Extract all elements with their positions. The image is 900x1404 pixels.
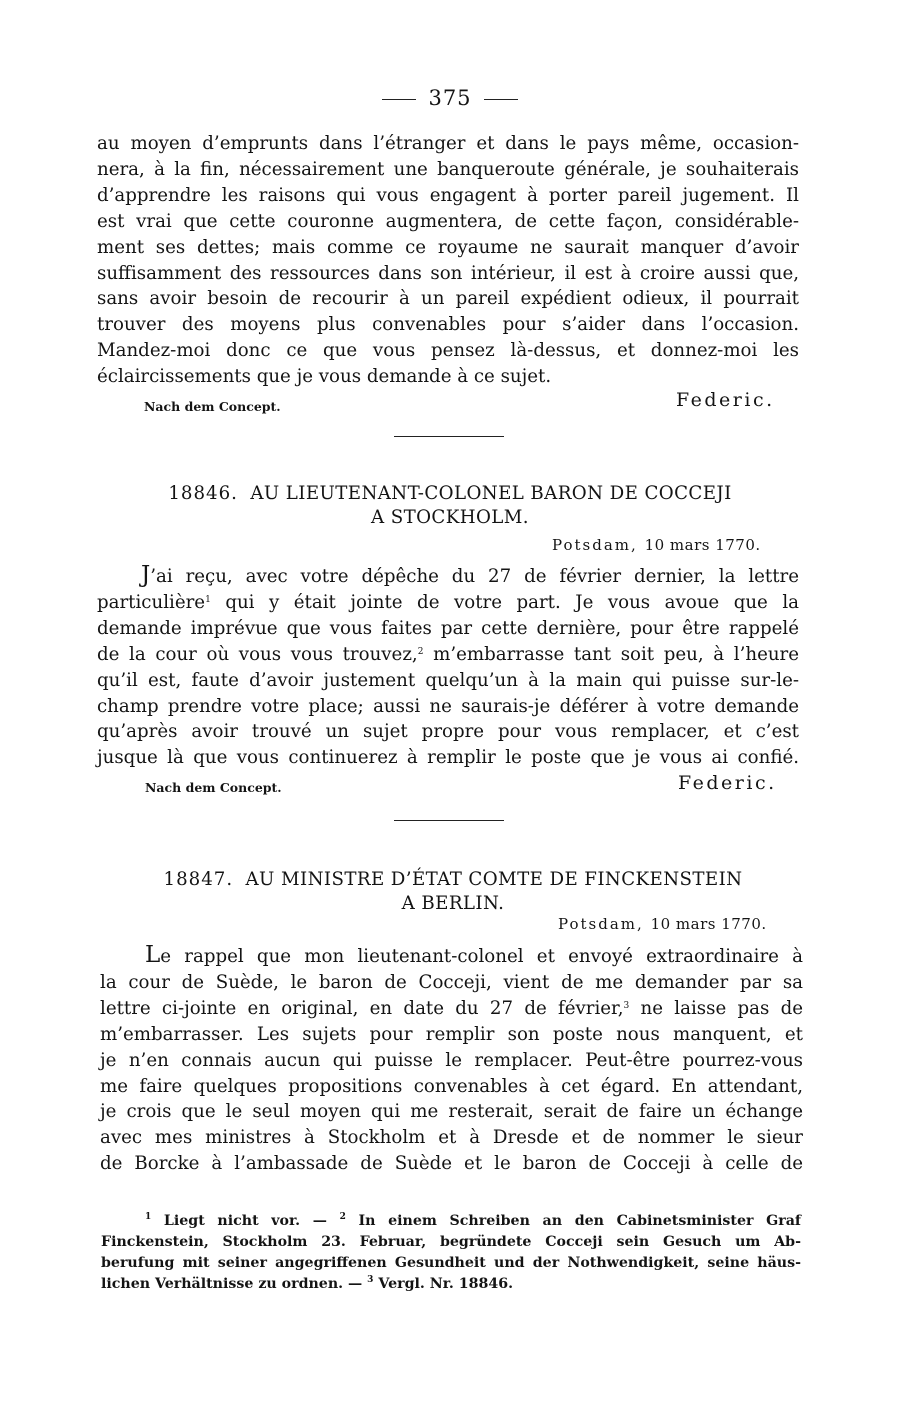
text-line: demande imprévue que vous faites par cette dernière, pour être rappelé xyxy=(97,617,799,639)
footnote-text: In einem Schreiben an den Cabinetsminister Graf xyxy=(345,1213,801,1229)
text-line xyxy=(100,996,803,1022)
text-line: qu’après avoir trouvé un sujet propre pour vous remplacer, et c’est xyxy=(97,721,799,743)
letter-number: 18846. xyxy=(168,483,238,504)
drop-capital: J xyxy=(141,562,151,588)
line-text: ’ai reçu, avec votre dépêche du 27 de février dernier, la lettre xyxy=(150,566,799,587)
text-line: ment ses dettes; mais comme ce royaume ne saurait manquer d’avoir xyxy=(97,236,799,258)
text-line: sans avoir besoin de recourir à un pareil expédient odieux, il pourrait xyxy=(97,288,799,310)
text-line: d’apprendre les raisons qui vous engagent à porter pareil jugement. Il xyxy=(97,184,799,206)
line-text: ne laisse pas de xyxy=(629,997,803,1019)
section-divider xyxy=(394,436,504,437)
text-line: de Borcke à l’ambassade de Suède et le baron de Cocceji à celle de xyxy=(100,1153,803,1175)
text-line: qu’il est, faute d’avoir justement quelqu’un à la main qui puisse sur-le- xyxy=(97,669,799,691)
text-line: Mandez-moi donc ce que vous pensez là-dessus, et donnez-moi les xyxy=(97,340,799,362)
source-note: Nach dem Concept. xyxy=(144,399,281,414)
heading-line-1 xyxy=(116,868,790,892)
heading-line-2: A BERLIN. xyxy=(401,893,505,914)
page-number-text: 375 xyxy=(428,86,472,110)
place: Potsdam, xyxy=(558,915,644,933)
footnote-line: Finckenstein, Stockholm 23. Februar, begründete Cocceji sein Gesuch um Ab- xyxy=(101,1234,801,1250)
footnotes xyxy=(101,1211,801,1295)
section-divider xyxy=(394,820,504,821)
text-line xyxy=(100,943,803,970)
text-line: la cour de Suède, le baron de Cocceji, vient de me demander par sa xyxy=(100,971,803,993)
signature: Federic. xyxy=(678,772,777,794)
footnote-text: lichen Verhältnisse zu ordnen. — xyxy=(101,1276,368,1292)
source-note: Nach dem Concept. xyxy=(145,780,282,795)
drop-capital: L xyxy=(145,942,161,968)
text-line xyxy=(97,590,799,616)
intro-paragraph xyxy=(97,131,799,390)
place: Potsdam, xyxy=(552,536,638,554)
heading-title: AU LIEUTENANT-COLONEL BARON DE COCCEJI xyxy=(250,483,732,504)
line-text: qui y était jointe de votre part. Je vous avoue que la xyxy=(210,591,799,613)
date: 10 mars 1770. xyxy=(650,915,767,933)
heading-title: AU MINISTRE D’ÉTAT COMTE DE FINCKENSTEIN xyxy=(245,869,743,890)
letter-heading-18847 xyxy=(116,868,790,916)
text-line: je n’en connais aucun qui puisse le remplacer. Peut-être pourrez-vous xyxy=(100,1049,803,1071)
text-line: jusque là que vous continuerez à remplir le poste que je vous ai confié. xyxy=(97,747,799,769)
text-line: au moyen d’emprunts dans l’étranger et dans le pays même, occasion- xyxy=(97,133,799,154)
footnote-line xyxy=(101,1211,801,1232)
line-text: particulière xyxy=(97,591,206,613)
line-text: m’embarrasse tant soit peu, à l’heure xyxy=(423,643,799,665)
page-number xyxy=(0,86,900,110)
footnote-line: berufung mit seiner angegriffenen Gesundheit und der Nothwendigkeit, seine häus- xyxy=(101,1255,801,1271)
text-line: est vrai que cette couronne augmentera, de cette façon, considérable- xyxy=(97,210,799,232)
line-text: de la cour où vous vous trouvez, xyxy=(97,643,418,665)
footnote-text: Vergl. Nr. 18846. xyxy=(373,1276,514,1292)
footnote-mark: 3 xyxy=(623,1000,630,1011)
footnote-mark: 2 xyxy=(339,1212,346,1222)
footnote-line xyxy=(101,1274,801,1295)
footnote-mark: 1 xyxy=(145,1212,152,1222)
text-line: suffisamment des ressources dans son intérieur, il est à croire aussi que, xyxy=(97,262,799,284)
text-line xyxy=(97,563,799,590)
letter-body-18847 xyxy=(100,943,803,1177)
place-date xyxy=(552,536,761,554)
letter-body-18846 xyxy=(97,563,799,771)
footnote-mark: 3 xyxy=(367,1275,374,1285)
date: 10 mars 1770. xyxy=(644,536,761,554)
text-line: avec mes ministres à Stockholm et à Dresde et de nommer le sieur xyxy=(100,1127,803,1149)
text-line: nera, à la fin, nécessairement une banqueroute générale, je souhaiterais xyxy=(97,158,799,180)
text-line: éclaircissements que je vous demande à ce sujet. xyxy=(97,366,552,388)
text-line: champ prendre votre place; aussi ne saurais-je déférer à votre demande xyxy=(97,695,799,717)
text-line: trouver des moyens plus convenables pour s’aider dans l’occasion. xyxy=(97,314,799,336)
heading-line-2: A STOCKHOLM. xyxy=(371,507,529,528)
footnote-mark: 2 xyxy=(417,646,424,657)
page-number-left-dash xyxy=(382,99,416,100)
text-line: je crois que le seul moyen qui me resterait, serait de faire un échange xyxy=(100,1101,803,1123)
letter-heading-18846 xyxy=(120,482,780,530)
text-line: me faire quelques propositions convenables à cet égard. En attendant, xyxy=(100,1075,803,1097)
heading-line-1 xyxy=(120,482,780,506)
signature: Federic. xyxy=(676,389,775,411)
text-line: m’embarrasser. Les sujets pour remplir son poste nous manquent, et xyxy=(100,1023,803,1045)
text-line xyxy=(97,642,799,668)
place-date xyxy=(558,915,767,933)
footnote-mark: 1 xyxy=(205,594,211,605)
line-text: e rappel que mon lieutenant-colonel et envoyé extraordinaire à xyxy=(160,946,803,967)
footnote-text: Liegt nicht vor. — xyxy=(151,1213,340,1229)
page-number-right-dash xyxy=(484,99,518,100)
letter-number: 18847. xyxy=(163,869,234,890)
line-text: lettre ci-jointe en original, en date du 27 de février, xyxy=(100,997,624,1019)
